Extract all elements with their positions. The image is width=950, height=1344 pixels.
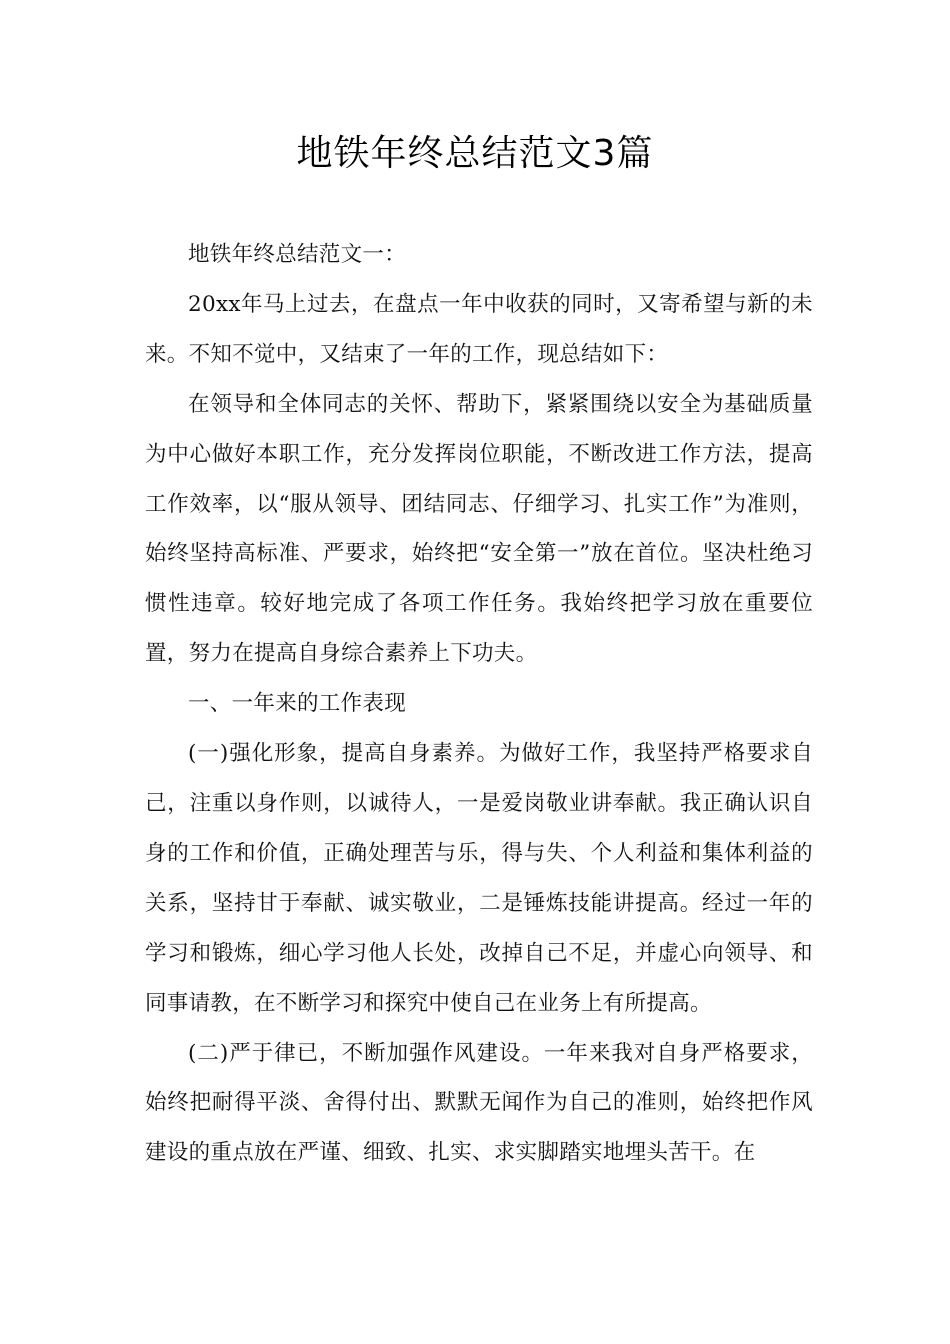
document-title: 地铁年终总结范文3篇 (296, 133, 654, 174)
paragraph-section-heading: 地铁年终总结范文一： (188, 242, 407, 267)
paragraph-item-one: (一)强化形象，提高自身素养。为做好工作，我坚持严格要求自己，注重以身作则，以诚待人，一是爱岗敬业讲奉献。我正确认识自身的工作和价值，正确处理苦与乐，得与失、个人利益和集体利益的关系，坚持甘于奉献、诚实敬业，二是锤炼技能讲提高。经过一年的学习和锻炼，细心学习他人长处，改掉自己不足，并虚心向领导、和同事请教，在不断学习和探究中使自己在业务上有所提高。 (145, 741, 813, 1016)
paragraph-overview: 在领导和全体同志的关怀、帮助下，紧紧围绕以安全为基础质量为中心做好本职工作，充分发挥岗位职能，不断改进工作方法，提高工作效率，以“服从领导、团结同志、仔细学习、扎实工作”为准则，始终坚持高标准、严要求，始终把“安全第一”放在首位。坚决杜绝习惯性违章。较好地完成了各项工作任务。我始终把学习放在重要位置，努力在提高自身综合素养上下功夫。 (145, 391, 813, 667)
paragraph-intro: 20xx年马上过去，在盘点一年中收获的同时，又寄希望与新的未来。不知不觉中，又结束了一年的工作，现总结如下： (145, 291, 813, 367)
document-body (145, 230, 813, 1178)
paragraph-item-two: (二)严于律已，不断加强作风建设。一年来我对自身严格要求，始终把耐得平淡、舍得付出、默默无闻作为自己的准则，始终把作风建设的重点放在严谨、细致、扎实、求实脚踏实地埋头苦干。在 (145, 1040, 813, 1166)
paragraph-part-one-heading: 一、一年来的工作表现 (188, 691, 407, 717)
